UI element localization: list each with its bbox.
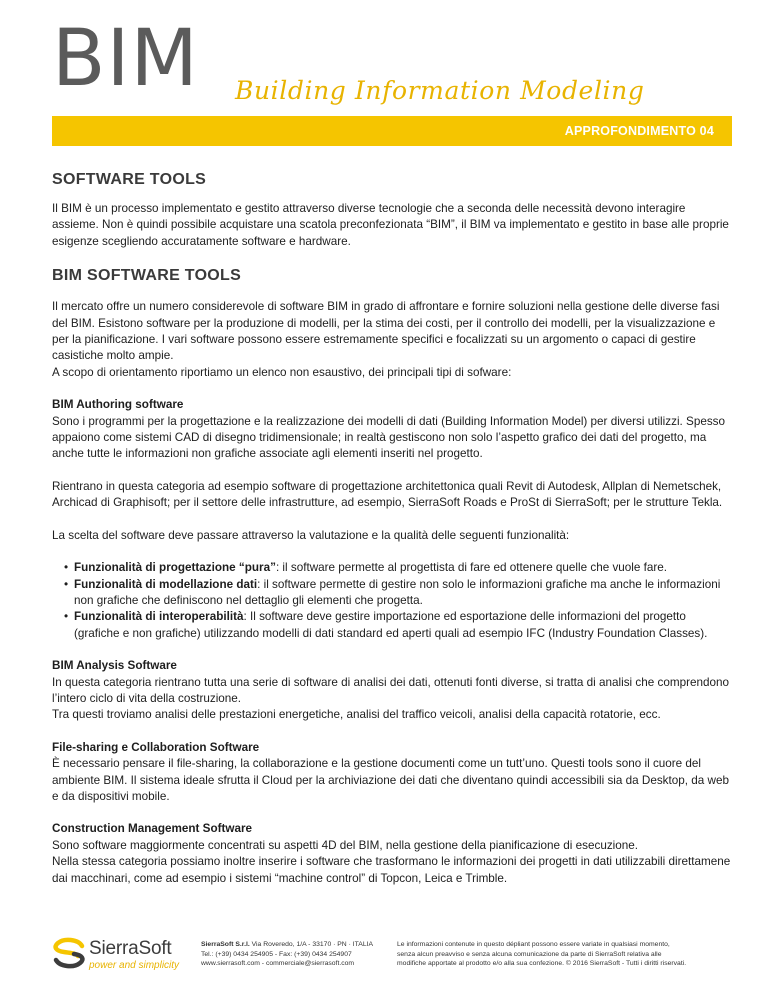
address-line: Via Roveredo, 1/A - 33170 · PN · ITALIA [251,941,374,948]
band-label: APPROFONDIMENTO 04 [564,124,714,138]
legal-line: modifiche apportate al prodotto e/o alla sua confezione. © 2016 SierraSoft - Tutti i diritti riservati. [397,960,687,967]
section-title-software-tools: SOFTWARE TOOLS [52,171,207,188]
filesharing-block [52,740,732,806]
feature-label: Funzionalità di modellazione dati [74,577,258,591]
header-band [52,116,732,146]
bim-tools-intro [52,299,732,381]
web-line: www.sierrasoft.com - commerciale@sierrasoft.com [201,960,355,967]
filesharing-text: È necessario pensare il file-sharing, la collaborazione e la gestione documenti come un tutt’uno. Questi tools sono il cuore del ambiente BIM. Il sistema ideale sfrutta il Cloud per la archiviazione dei dati che diventano quindi accessibili sia da Desktop, da web e da dispositivi mobile. [52,757,729,803]
bim-logo-text: BIM [52,14,199,104]
intro-text-2: A scopo di orientamento riportiamo un elenco non esaustivo, dei principali tipi di sofware: [52,365,512,379]
legal-line: senza alcun preavviso e senza alcuna comunicazione da parte di SierraSoft relativa alle [397,950,662,958]
feature-text: : Il software deve gestire importazione ed esportazione delle informazioni del progetto (grafiche e non grafiche) utilizzando modelli di dati standard ed aperti quali ad esempio IFC (Industry Foundation Classes). [74,610,708,640]
header-subtitle: Building Information Modeling [235,76,645,105]
software-tools-paragraph: Il BIM è un processo implementato e gestito attraverso diverse tecnologie che a seconda delle necessità devono interagire assieme. Non è quindi possibile acquistare una scatola preconfezionata “BIM”, il BIM va implementato e gestito in base alle proprie esigenze scegliendo accuratamente software e hardware. [52,202,729,248]
filesharing-title: File-sharing e Collaboration Software [52,740,260,754]
analysis-block [52,658,732,724]
analysis-text: In questa categoria rientrano tutta una serie di software di analisi dei dati, ottenuti fonti diverse, si tratta di analisi che comprendono l’intero ciclo di vita della costruzione. [52,675,729,705]
construction-text: Sono software maggiormente concentrati su aspetti 4D del BIM, nella gestione della pianificazione di esecuzione. [52,838,639,852]
construction-title: Construction Management Software [52,822,253,836]
authoring-title: BIM Authoring software [52,398,184,412]
legal-line: Le informazioni contenute in questo dépliant possono essere variate in qualsiasi momento, [397,941,670,948]
feature-label: Funzionalità di interoperabilità [74,610,244,624]
document-body [52,170,732,903]
construction-block [52,821,732,887]
logo-name: SierraSoft [89,938,172,959]
construction-text-2: Nella stessa categoria possiamo inoltre inserire i software che trasformano le informazioni dei progetti in dati utilizzabili direttamene dai macchinari, come ad esempio i sistemi “machine control” di Topcon, Leica e Trimble. [52,855,731,885]
page-header [52,14,732,108]
selection-text: La scelta del software deve passare attraverso la valutazione e la qualità delle seguenti funzionalità: [52,528,570,542]
sierrasoft-logo-icon [52,936,86,970]
list-item [66,609,732,642]
company-address [201,940,401,969]
sierrasoft-logo [52,934,202,978]
authoring-text: Sono i programmi per la progettazione e la realizzazione dei modelli di dati (Building Information Model) per diversi utilizzi. Spesso appaiono come sistemi CAD di disegno tridimensionale; in realtà gestiscono non solo l’aspetto grafico dei dati del progetto, ma anche tutte le informazioni non grafiche associate agli elementi inseriti nel progetto. [52,414,726,461]
intro-text: Il mercato offre un numero considerevole di software BIM in grado di affrontare e fornire soluzioni nella gestione delle diverse fasi del BIM. Esistono software per la produzione di modelli, per la stima dei costi, per il controllo dei modelli, per la visualizzazione e per la pianificazione. I vari software possono essere estremamente specifici e focalizzati su un argomento o capaci di gestire casistiche molto ampie. [52,300,720,363]
phone-line: Tel.: (+39) 0434 254905 - Fax: (+39) 0434 254907 [201,950,352,958]
company-name: SierraSoft S.r.l. [201,941,250,948]
feature-text: : il software permette di gestire non solo le informazioni grafiche ma anche le informazioni non grafiche che definiscono nel dettaglio gli elementi che progetta. [74,577,721,607]
feature-text: : il software permette al progettista di fare ed ottenere quelle che vuole fare. [275,561,668,575]
page-footer [52,928,732,978]
authoring-block [52,397,732,463]
list-item [66,577,732,610]
analysis-text-2: Tra questi troviamo analisi delle prestazioni energetiche, analisi del traffico veicoli, analisi della capacità rotatorie, ecc. [52,708,661,722]
list-item [66,560,732,576]
analysis-title: BIM Analysis Software [52,659,177,673]
section-title-bim-software-tools: BIM SOFTWARE TOOLS [52,267,242,285]
feature-list [52,560,732,642]
legal-notice [397,940,737,969]
authoring-examples: Rientrano in questa categoria ad esempio software di progettazione architettonica quali Revit di Autodesk, Allplan di Nemetschek, Archicad di Graphisoft; per il settore delle infrastrutture, ad esempio, SierraSoft Roads e ProSt di SierraSoft; per le strutture Tekla. [52,479,723,510]
logo-tagline: power and simplicity [89,960,180,971]
feature-label: Funzionalità di progettazione “pura” [74,561,276,575]
